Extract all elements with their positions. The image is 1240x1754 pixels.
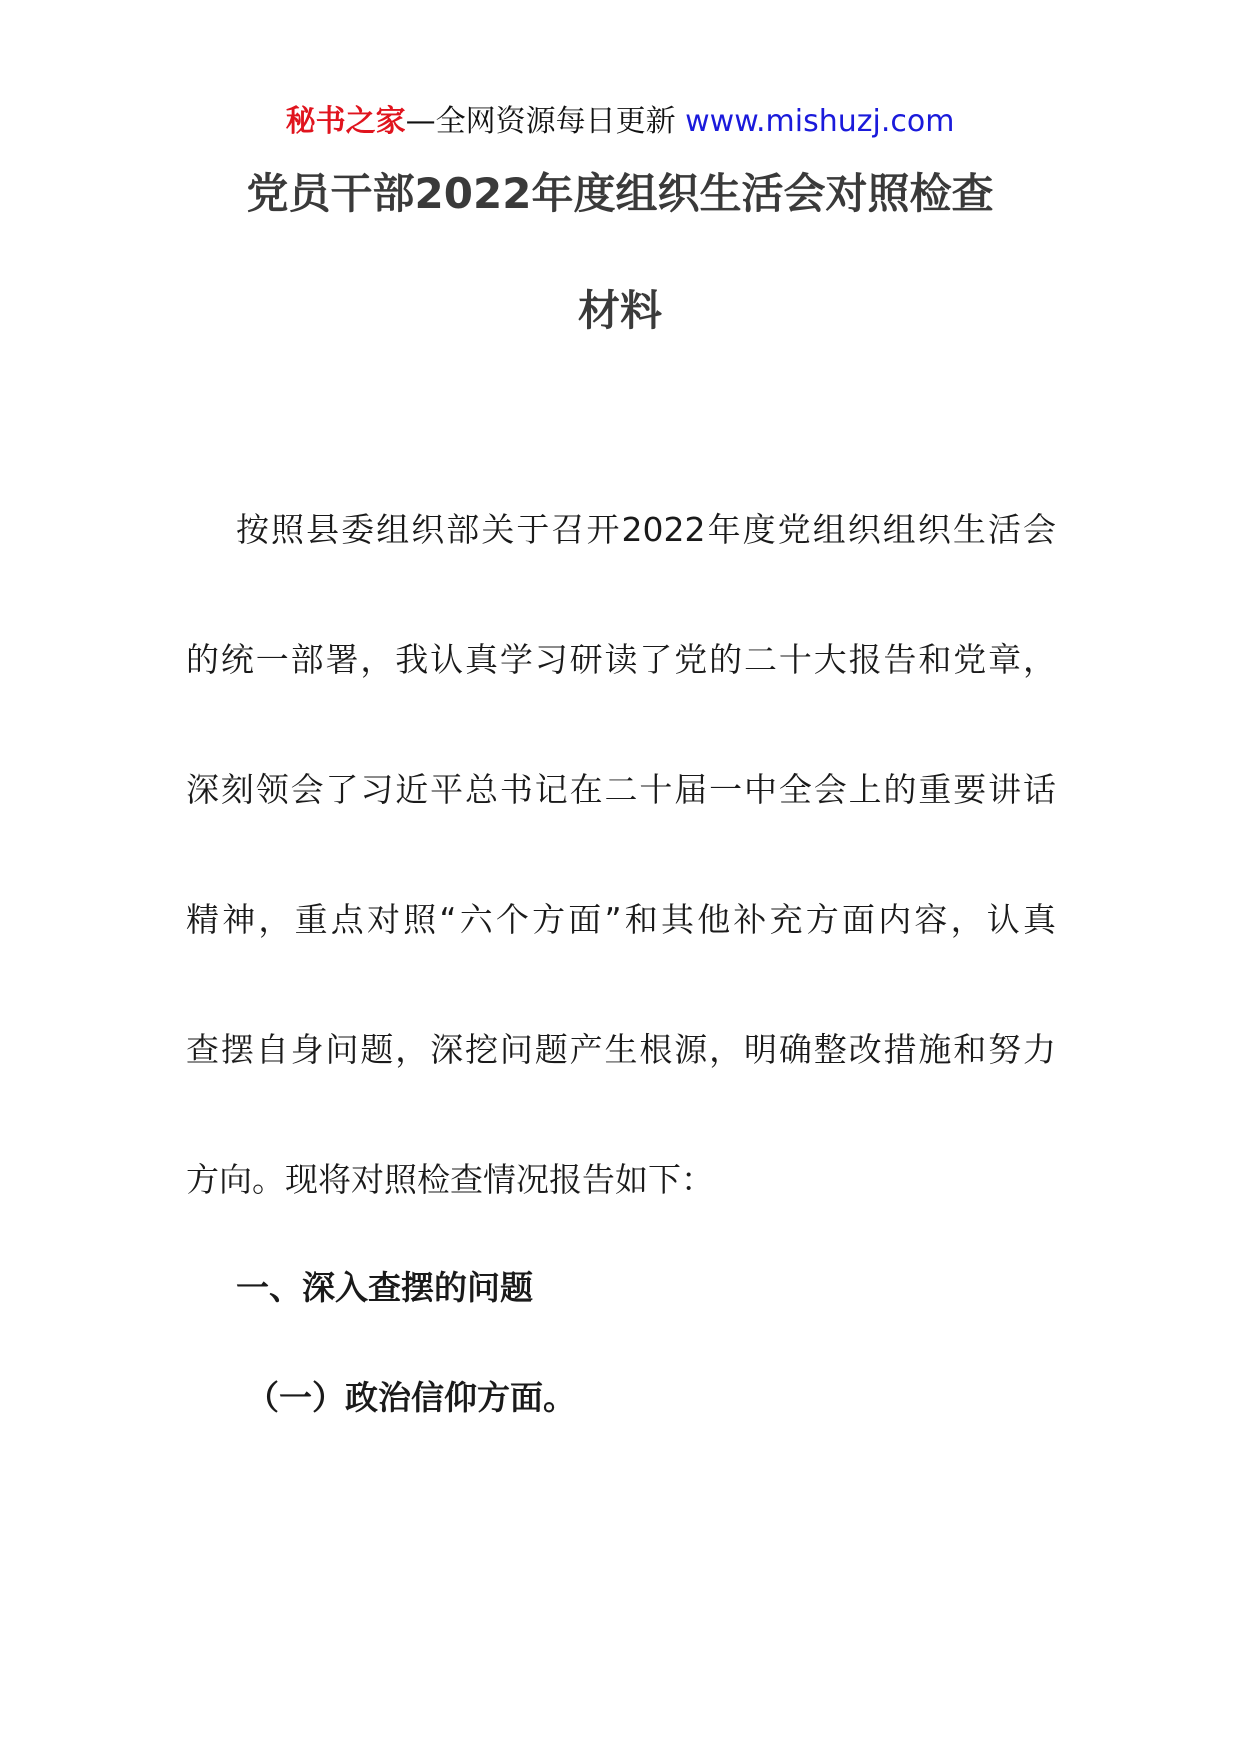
body-paragraph-line: 精神，重点对照“六个方面”和其他补充方面内容，认真 [186, 900, 1056, 939]
section-heading-2: （一）政治信仰方面。 [246, 1378, 576, 1417]
site-header [0, 102, 1240, 142]
document-title-line-1: 党员干部2022年度组织生活会对照检查 [246, 169, 994, 218]
document-title-line-2: 材料 [577, 286, 662, 335]
body-paragraph-line: 深刻领会了习近平总书记在二十届一中全会上的重要讲话 [186, 770, 1056, 809]
body-paragraph-line: 查摆自身问题，深挖问题产生根源，明确整改措施和努力 [186, 1030, 1056, 1069]
brand-name: 秘书之家 [285, 104, 406, 139]
body-paragraph-line: 按照县委组织部关于召开2022年度党组织组织生活会 [236, 510, 1056, 549]
body-paragraph-line: 的统一部署，我认真学习研读了党的二十大报告和党章， [186, 640, 1056, 679]
header-tagline: —全网资源每日更新 [405, 104, 676, 139]
section-heading-1: 一、深入查摆的问题 [236, 1268, 533, 1307]
body-paragraph-line: 方向。现将对照检查情况报告如下： [186, 1160, 714, 1199]
site-url-link[interactable]: www.mishuzj.com [685, 104, 955, 139]
